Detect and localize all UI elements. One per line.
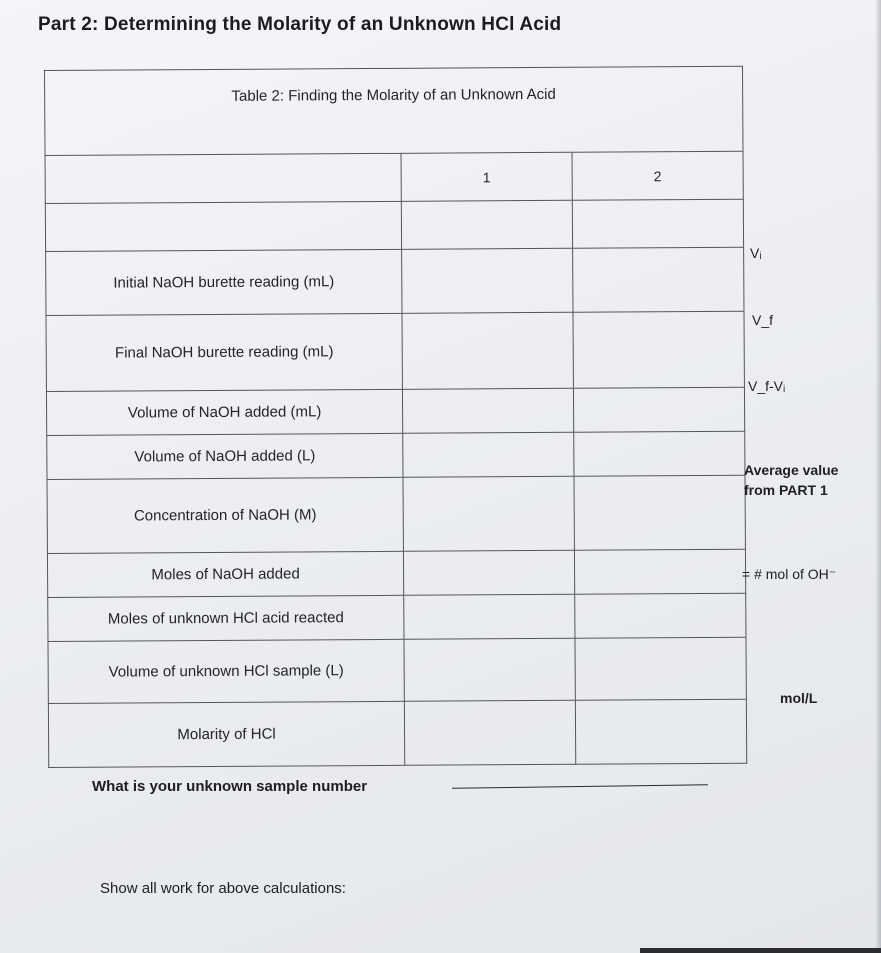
table-row (47, 475, 745, 553)
unknown-sample-prompt: What is your unknown sample number (92, 778, 368, 795)
value-cell-volume-hcl-trial-1[interactable] (404, 638, 575, 701)
spacer-cell (572, 199, 743, 248)
column-header-trial-1: 1 (401, 152, 572, 201)
screen-bezel (640, 948, 881, 953)
value-cell-initial-trial-1[interactable] (402, 248, 573, 313)
table-row (47, 549, 745, 597)
table-row (48, 699, 746, 767)
value-cell-final-trial-1[interactable] (402, 312, 573, 389)
page-title: Part 2: Determining the Molarity of an Unknown HCl Acid (38, 14, 562, 35)
header-blank-cell (45, 153, 401, 203)
note-volume-difference: V_f-Vᵢ (748, 378, 786, 394)
value-cell-initial-trial-2[interactable] (573, 247, 744, 312)
value-cell-moles-naoh-trial-2[interactable] (574, 549, 745, 594)
value-cell-volume-hcl-trial-2[interactable] (575, 637, 746, 700)
value-cell-volume-ml-trial-2[interactable] (573, 387, 744, 432)
table-row (46, 387, 744, 435)
table-row (48, 637, 746, 703)
row-label-concentration: Concentration of NaOH (M) (47, 477, 403, 553)
spacer-cell (401, 200, 572, 249)
value-cell-volume-ml-trial-1[interactable] (402, 388, 573, 433)
note-molarity-unit: mol/L (780, 690, 818, 706)
value-cell-molarity-trial-2[interactable] (575, 699, 746, 764)
row-label-moles-hcl: Moles of unknown HCl acid reacted (48, 595, 404, 641)
row-label-volume-hcl: Volume of unknown HCl sample (L) (48, 639, 404, 703)
molarity-table (44, 66, 747, 768)
row-label-initial-reading: Initial NaOH burette reading (mL) (46, 249, 402, 315)
note-final-volume: V_f (752, 312, 774, 328)
row-label-molarity-hcl: Molarity of HCl (48, 701, 404, 767)
value-cell-volume-l-trial-2[interactable] (574, 431, 745, 476)
column-header-trial-2: 2 (572, 151, 743, 200)
value-cell-molarity-trial-1[interactable] (404, 700, 575, 765)
note-moles-oh: = # mol of OH⁻ (742, 566, 837, 582)
row-label-volume-ml: Volume of NaOH added (mL) (46, 389, 402, 435)
note-initial-volume: Vᵢ (750, 245, 762, 261)
note-average-line-2: from PART 1 (744, 482, 828, 498)
value-cell-concentration-trial-2[interactable] (574, 475, 745, 550)
value-cell-final-trial-2[interactable] (573, 311, 744, 388)
value-cell-concentration-trial-1[interactable] (403, 476, 574, 551)
spacer-cell (45, 201, 401, 251)
note-average-line-1: Average value (744, 462, 839, 478)
value-cell-moles-naoh-trial-1[interactable] (403, 550, 574, 595)
value-cell-volume-l-trial-1[interactable] (403, 432, 574, 477)
row-label-moles-naoh: Moles of NaOH added (47, 551, 403, 597)
table-header-row (45, 151, 743, 203)
row-label-volume-l: Volume of NaOH added (L) (47, 433, 403, 479)
table-row (48, 593, 746, 641)
table-spacer-row (45, 199, 743, 251)
molarity-table-container (44, 66, 746, 768)
screen-edge-shadow (875, 0, 881, 953)
value-cell-moles-hcl-trial-2[interactable] (575, 593, 746, 638)
table-row (46, 311, 744, 391)
table-row (46, 247, 744, 315)
table-caption: Table 2: Finding the Molarity of an Unknown Acid (45, 66, 744, 155)
unknown-sample-answer-line[interactable] (452, 784, 708, 789)
show-work-prompt: Show all work for above calculations: (100, 880, 346, 897)
value-cell-moles-hcl-trial-1[interactable] (404, 594, 575, 639)
row-label-final-reading: Final NaOH burette reading (mL) (46, 313, 402, 391)
table-caption-row (45, 66, 744, 155)
table-row (47, 431, 745, 479)
